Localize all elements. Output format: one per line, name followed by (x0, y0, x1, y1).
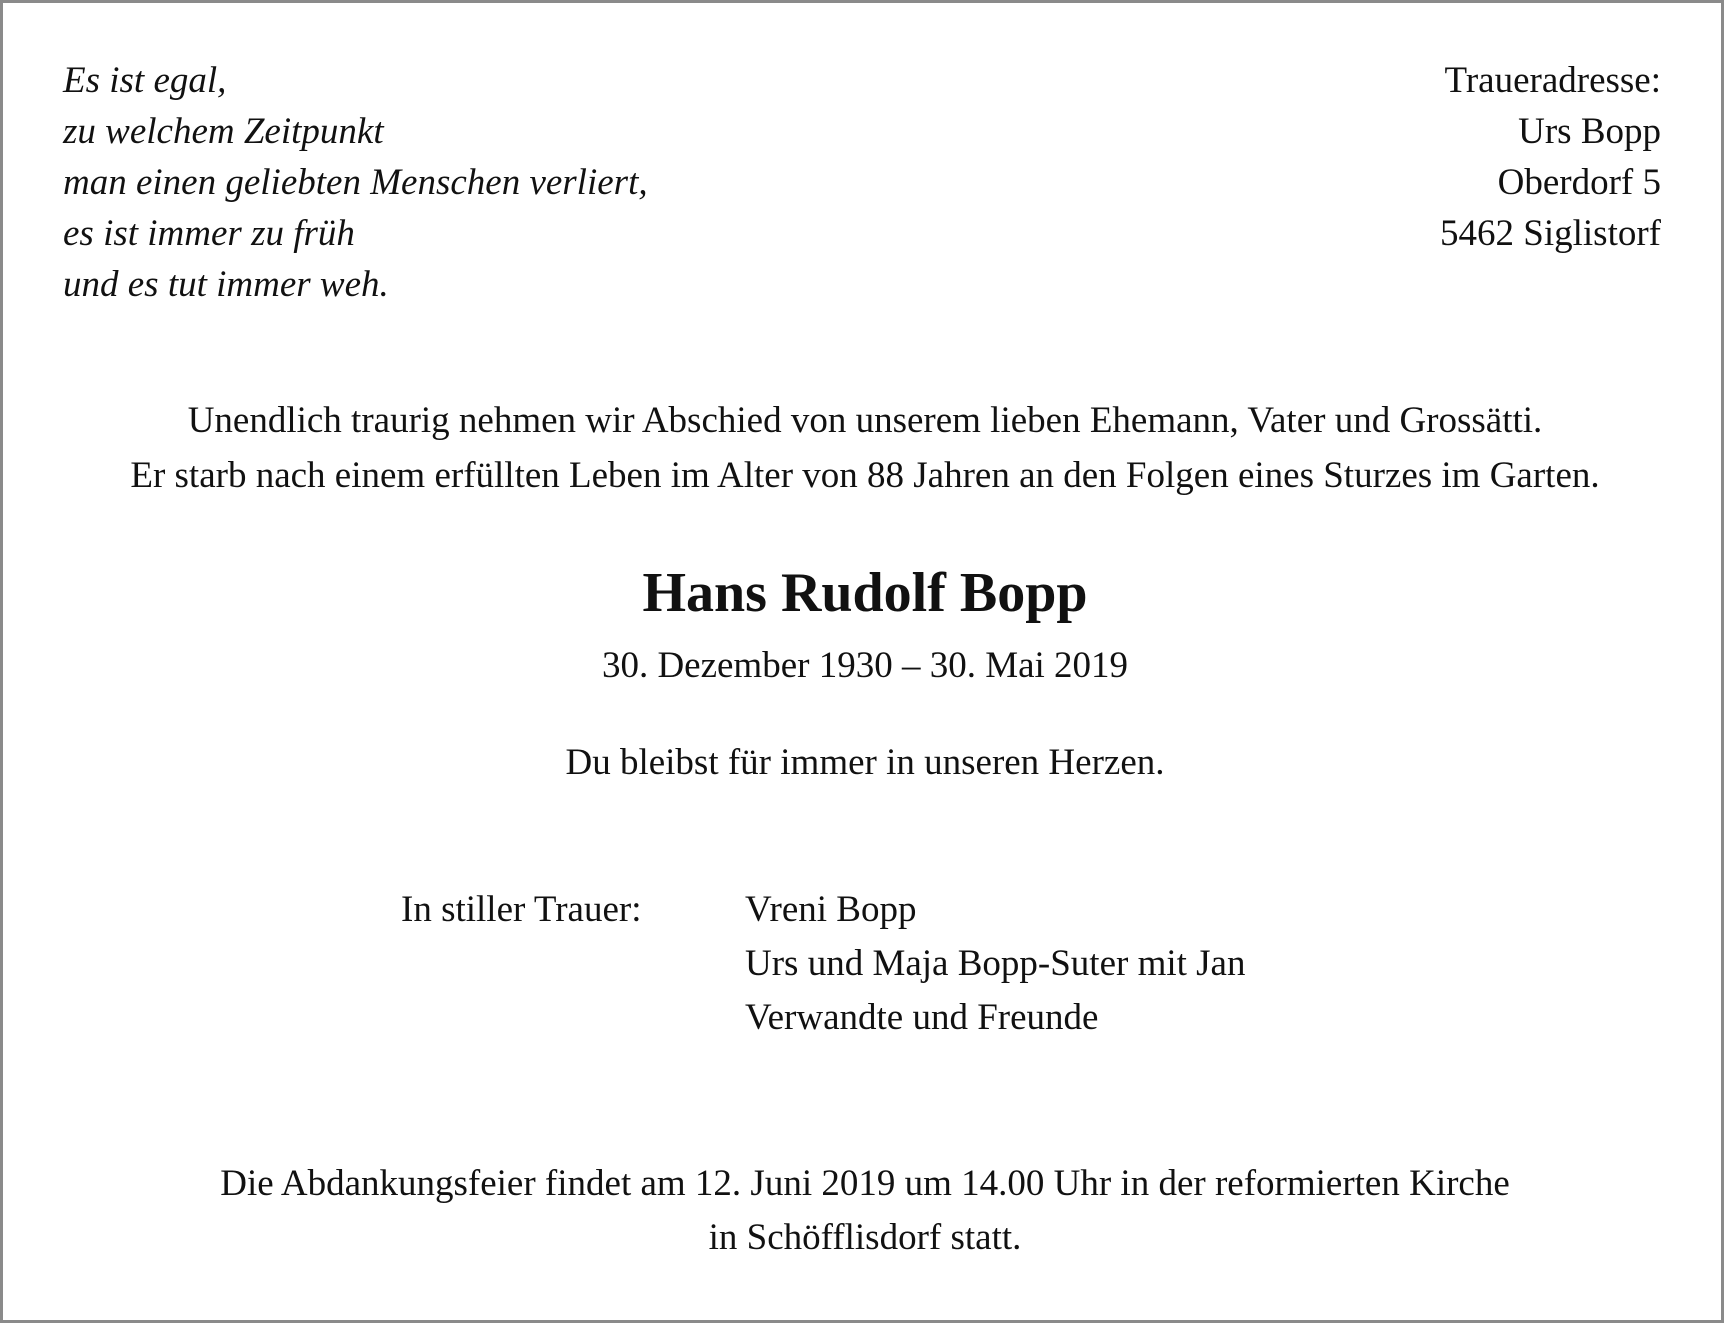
mourner-name: Vreni Bopp (745, 889, 917, 930)
farewell-line: Unendlich traurig nehmen wir Abschied von unserem lieben Ehemann, Vater und Grossätti. (187, 400, 1543, 441)
address-heading: Traueradresse: (1444, 60, 1661, 101)
mourning-label: In stiller Trauer: (401, 889, 642, 930)
mourning-address (1061, 55, 1661, 259)
address-line: Oberdorf 5 (1497, 162, 1661, 203)
quote-line: es ist immer zu früh (63, 213, 355, 254)
service-line: in Schöfflisdorf statt. (708, 1217, 1022, 1258)
mourner-name: Verwandte und Freunde (745, 997, 1099, 1038)
address-line: Urs Bopp (1518, 111, 1661, 152)
address-line: 5462 Siglistorf (1440, 213, 1661, 254)
mourners-list (745, 883, 1245, 1045)
mourner-name: Urs und Maja Bopp-Suter mit Jan (745, 943, 1246, 984)
deceased-name: Hans Rudolf Bopp (642, 562, 1088, 624)
service-line: Die Abdankungsfeier findet am 12. Juni 2019 um 14.00 Uhr in der reformierten Kirche (220, 1163, 1510, 1204)
quote-line: Es ist egal, (63, 60, 227, 101)
funeral-service-notice (3, 1157, 1724, 1265)
farewell-text (3, 393, 1724, 503)
quote-line: man einen geliebten Menschen verliert, (63, 162, 648, 203)
quote-line: zu welchem Zeitpunkt (63, 111, 384, 152)
quote-line: und es tut immer weh. (63, 264, 389, 305)
farewell-line: Er starb nach einem erfüllten Leben im Alter von 88 Jahren an den Folgen eines Sturzes im Garten. (130, 455, 1600, 496)
life-dates: 30. Dezember 1930 – 30. Mai 2019 (601, 645, 1129, 686)
memorial-quote (63, 55, 863, 310)
remembrance-line: Du bleibst für immer in unseren Herzen. (565, 742, 1165, 783)
